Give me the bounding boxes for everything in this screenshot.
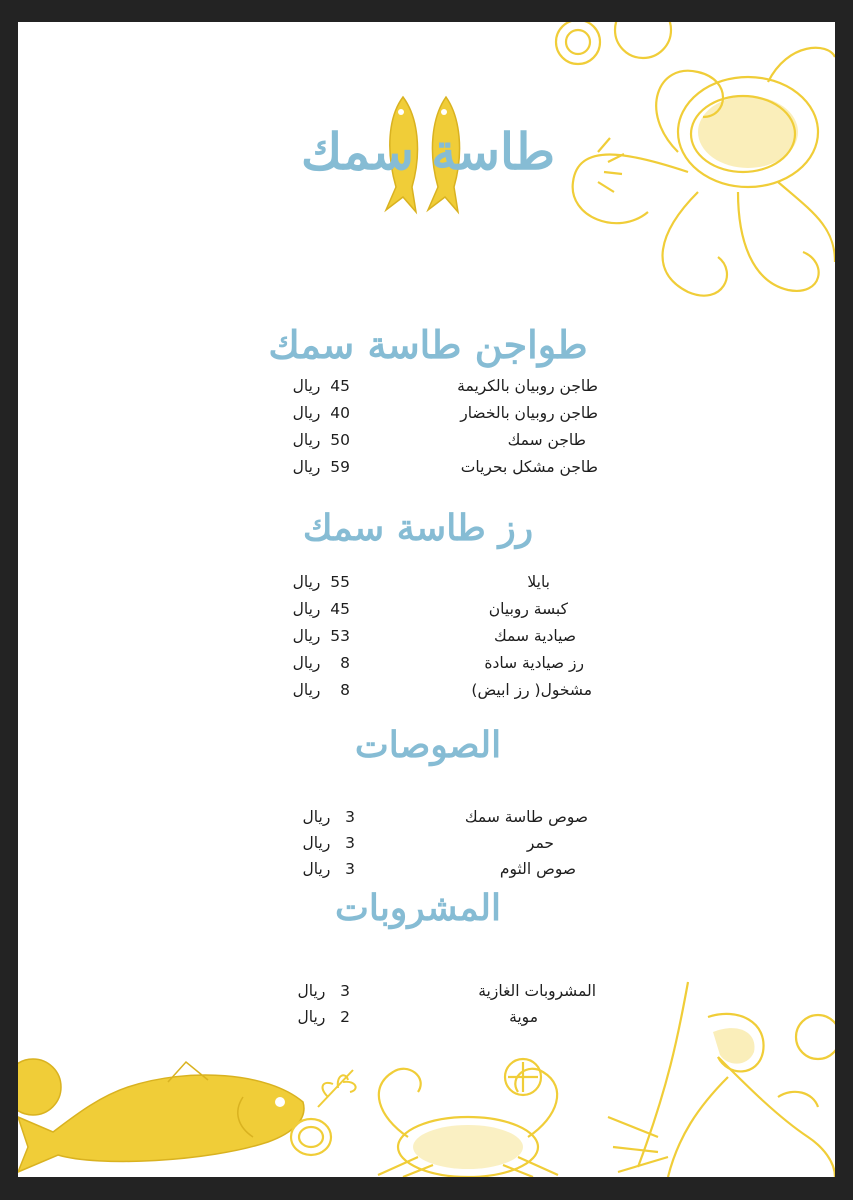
item-name: صوص الثوم (499, 860, 576, 878)
menu-item (268, 600, 598, 626)
menu-item (268, 573, 598, 599)
item-price: 45 ريال (292, 377, 350, 395)
salmon-illustration (18, 1047, 318, 1177)
menu-item (268, 431, 598, 457)
item-price: 8 ريال (292, 681, 350, 699)
menu-title: طاسة سمك (300, 122, 556, 181)
item-name: مشخول( رز ابيض) (471, 681, 592, 699)
lobster-illustration (578, 977, 835, 1177)
item-name: بايلا (527, 573, 550, 591)
menu-item (268, 681, 598, 707)
menu-item (268, 654, 598, 680)
item-price: 2 ريال (297, 1008, 350, 1026)
item-price: 3 ريال (302, 860, 355, 878)
menu-item (268, 404, 598, 430)
item-name: حمر (526, 834, 554, 852)
item-price: 45 ريال (292, 600, 350, 618)
item-name: طاجن مشكل بحريات (460, 458, 598, 476)
item-name: موية (509, 1008, 538, 1026)
item-price: 40 ريال (292, 404, 350, 422)
menu-page (18, 22, 835, 1177)
menu-item (268, 982, 598, 1008)
menu-item (268, 808, 598, 834)
item-price: 3 ريال (302, 808, 355, 826)
lemon-illustration (286, 1112, 336, 1162)
section-title-rice: رز طاسة سمك (302, 507, 534, 549)
item-price: 3 ريال (302, 834, 355, 852)
item-price: 50 ريال (292, 431, 350, 449)
menu-item (268, 377, 598, 403)
item-price: 59 ريال (292, 458, 350, 476)
item-name: صوص طاسة سمك (464, 808, 588, 826)
menu-item (268, 627, 598, 653)
menu-item (268, 834, 598, 860)
menu-item (268, 458, 598, 484)
item-name: صيادية سمك (493, 627, 576, 645)
item-price: 55 ريال (292, 573, 350, 591)
item-price: 8 ريال (292, 654, 350, 672)
item-name: المشروبات الغازية (478, 982, 596, 1000)
menu-item (268, 860, 598, 886)
item-name: طاجن سمك (507, 431, 586, 449)
menu-header (288, 102, 608, 242)
item-price: 53 ريال (292, 627, 350, 645)
crab-illustration (348, 1057, 588, 1177)
item-name: رز صيادية سادة (484, 654, 584, 672)
item-name: طاجن روبيان بالخضار (460, 404, 598, 422)
item-price: 3 ريال (297, 982, 350, 1000)
section-title-sauces: الصوصات (354, 724, 502, 766)
item-name: كبسة روبيان (488, 600, 568, 618)
section-title-drinks: المشروبات (334, 887, 502, 929)
menu-item (268, 1008, 598, 1034)
section-title-tagines: طواجن طاسة سمك (268, 322, 588, 367)
item-name: طاجن روبيان بالكريمة (457, 377, 598, 395)
